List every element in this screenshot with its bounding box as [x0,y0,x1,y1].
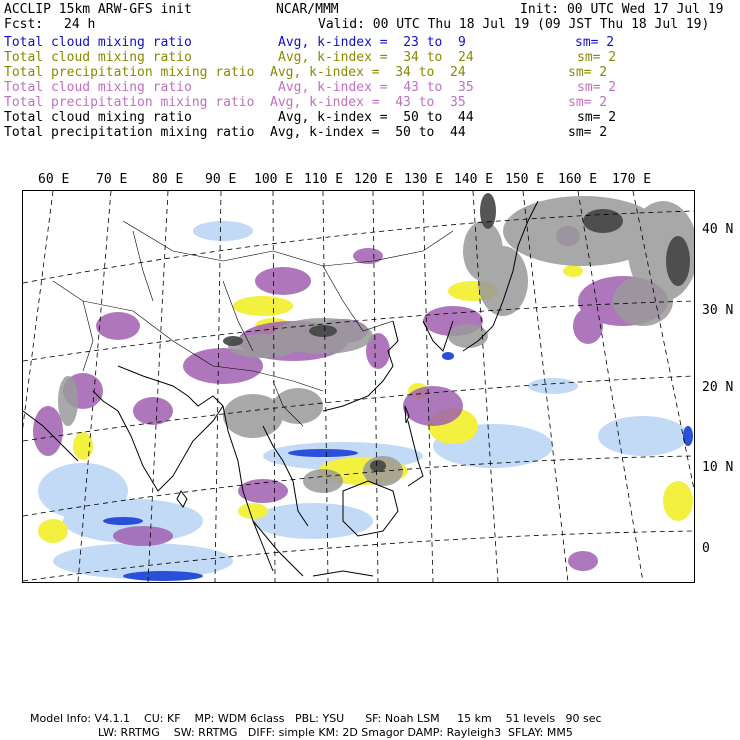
lon-label: 100 E [254,172,294,187]
fcst-value: 24 h [64,17,96,32]
lon-label: 130 E [404,172,444,187]
legend-sm: sm= 2 [577,80,617,95]
legend-field: Total cloud mixing ratio [4,35,192,50]
valid-time: Valid: 00 UTC Thu 18 Jul 19 (09 JST Thu 18 Jul 19) [318,17,710,32]
lon-label: 70 E [96,172,128,187]
legend-desc: Avg, k-index = 34 to 24 [270,65,466,80]
legend-sm: sm= 2 [577,50,617,65]
legend-sm: sm= 2 [575,35,615,50]
model-info-line2: LW: RRTMG SW: RRTMG DIFF: simple KM: 2D Smagor DAMP: Rayleigh3 SFLAY: MM5 [98,726,573,739]
legend-field: Total cloud mixing ratio [4,50,192,65]
legend-field: Total precipitation mixing ratio [4,65,255,80]
legend-sm: sm= 2 [577,110,617,125]
forecast-map [23,191,694,582]
lon-label: 90 E [205,172,237,187]
lat-label: 20 N [702,380,734,395]
legend-desc: Avg, k-index = 50 to 44 [270,125,466,140]
lat-label: 30 N [702,303,734,318]
lon-label: 170 E [612,172,652,187]
legend-field: Total precipitation mixing ratio [4,95,255,110]
model-info-line1: Model Info: V4.1.1 CU: KF MP: WDM 6class PBL: YSU SF: Noah LSM 15 km 51 levels 90 sec [30,712,602,725]
legend-desc: Avg, k-index = 43 to 35 [270,95,466,110]
legend-sm: sm= 2 [568,125,608,140]
lon-label: 60 E [38,172,70,187]
lat-label: 0 [702,541,710,556]
lon-label: 110 E [304,172,344,187]
legend-field: Total cloud mixing ratio [4,80,192,95]
low-cloud-layer [38,221,688,579]
map-panel [22,190,695,583]
model-title: ACCLIP 15km ARW-GFS init [4,2,192,17]
lon-label: 80 E [152,172,184,187]
legend-desc: Avg, k-index = 23 to 9 [278,35,466,50]
lat-label: 40 N [702,222,734,237]
init-time: Init: 00 UTC Wed 17 Jul 19 [520,2,724,17]
legend-sm: sm= 2 [568,65,608,80]
legend-desc: Avg, k-index = 50 to 44 [278,110,474,125]
lon-label: 140 E [454,172,494,187]
legend-sm: sm= 2 [568,95,608,110]
lon-label: 160 E [558,172,598,187]
fcst-label: Fcst: [4,17,44,32]
legend-field: Total precipitation mixing ratio [4,125,255,140]
lon-label: 150 E [505,172,545,187]
lat-label: 10 N [702,460,734,475]
legend-desc: Avg, k-index = 34 to 24 [278,50,474,65]
legend-field: Total cloud mixing ratio [4,110,192,125]
lon-label: 120 E [354,172,394,187]
org-label: NCAR/MMM [276,2,339,17]
legend-desc: Avg, k-index = 43 to 35 [278,80,474,95]
